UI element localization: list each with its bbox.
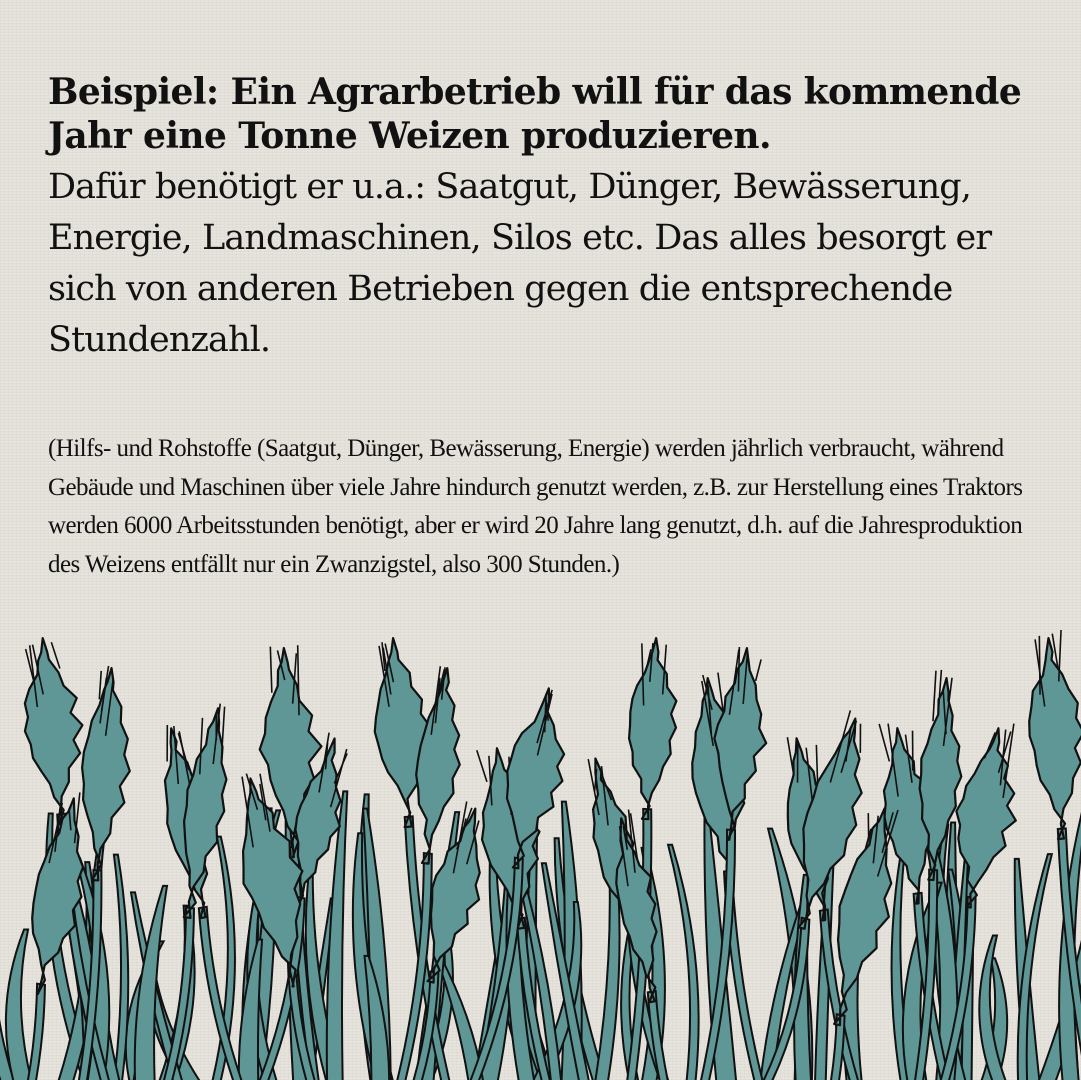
footnote: (Hilfs- und Rohstoffe (Saatgut, Dünger, Bewässerung, Energie) werden jährlich verbraucht, während Gebäude und Maschinen über viele Jahre hindurch genutzt werden, z.B. zur Herstellung eines Traktors werden 6000 Arbeitsstunden benötigt, aber er wird 20 Jahre lang genutzt, d.h. auf die Jahresproduktion des Weizens entfällt nur ein Zwanzigstel, also 300 Stunden.)	[48, 435, 1023, 578]
wheat-stalk	[668, 845, 699, 1080]
wheat-stalk	[6, 930, 32, 1080]
headline: Beispiel: Ein Agrarbetrieb will für das kommende Jahr eine Tonne Weizen produzieren.	[48, 71, 1022, 157]
main-text	[48, 70, 1048, 366]
body-text: Dafür benötigt er u.a.: Saatgut, Dünger, Bewässerung, Energie, Landmaschinen, Silos etc. Das alles besorgt er sich von anderen Betrieben gegen die entsprechende Stundenzahl.	[48, 167, 992, 360]
wheat-stalk	[114, 855, 128, 1080]
wheat-field-icon	[0, 630, 1081, 1080]
